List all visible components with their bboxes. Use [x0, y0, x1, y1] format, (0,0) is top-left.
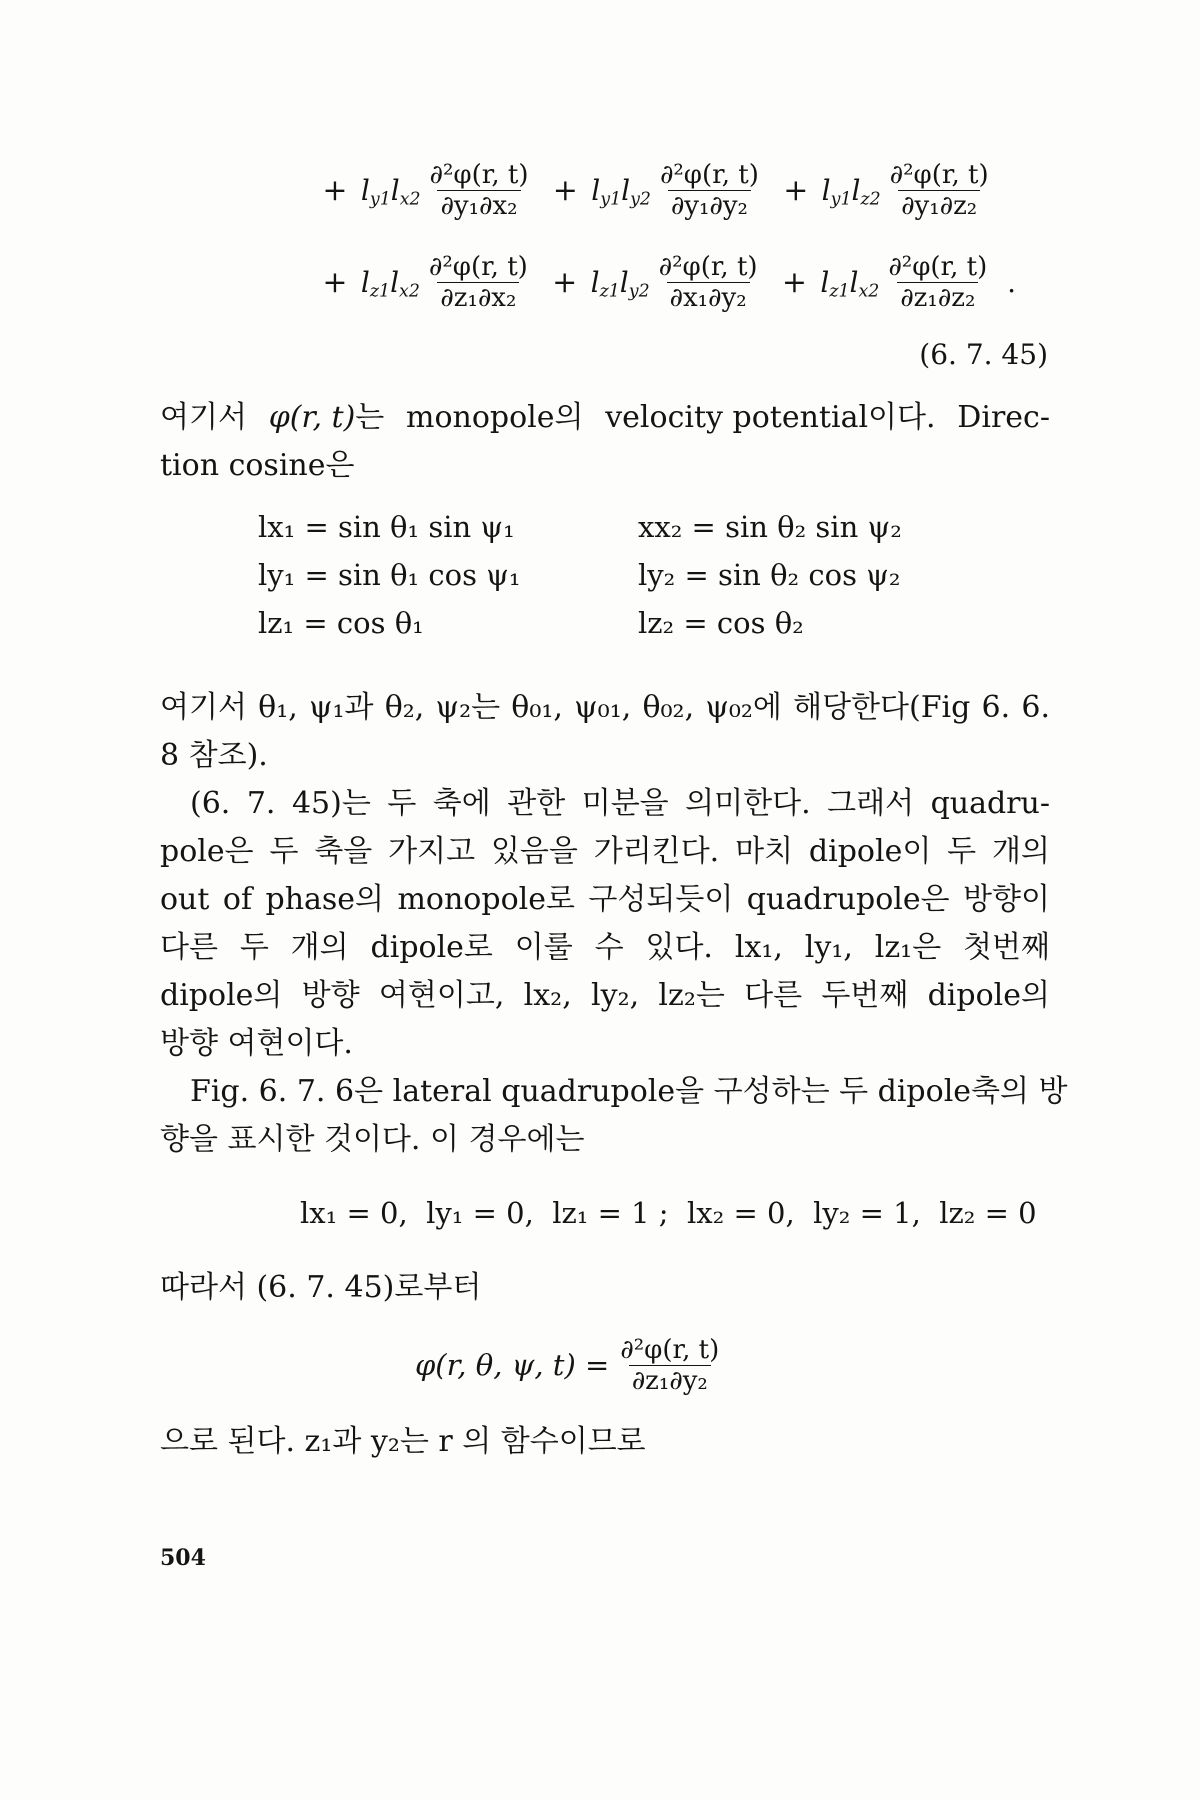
cosine-ly2: ly₂ = sin θ₂ cos ψ₂	[638, 558, 901, 592]
fraction	[656, 252, 761, 313]
denominator: ∂z₁∂x₂	[437, 282, 519, 313]
fraction	[426, 252, 531, 313]
numerator: ∂²φ(r, t)	[659, 160, 759, 190]
equation-term: $l_{y1}l_{x2}$ $\frac{\text{∂²φ(r, t)}}{\text{∂y₁∂x₂}}$	[361, 160, 536, 221]
plus-sign: +	[783, 173, 809, 208]
denominator: ∂z₁∂z₂	[897, 282, 978, 313]
equation-row-1	[318, 160, 1000, 224]
cosine-lx1: lx₁ = sin θ₁ sin ψ₁	[258, 510, 515, 544]
cosine-lz1: lz₁ = cos θ₁	[258, 606, 424, 640]
paragraph-3-line-5: dipole의 방향 여현이고, lx₂, ly₂, lz₂는 다른 두번째 dipole의	[160, 978, 1050, 1013]
fraction	[617, 1335, 722, 1396]
denominator: ∂y₁∂y₂	[668, 190, 751, 221]
plus-sign: +	[781, 265, 808, 300]
numerator: ∂²φ(r, t)	[428, 252, 528, 282]
numerator: ∂²φ(r, t)	[888, 252, 988, 282]
final-equation	[415, 1330, 726, 1400]
equation-number: (6. 7. 45)	[919, 338, 1048, 371]
equation-term: $l_{y1}l_{y2}$ $\frac{\text{∂²φ(r, t)}}{\text{∂y₁∂y₂}}$	[591, 160, 766, 221]
plus-sign: +	[552, 265, 578, 300]
fraction	[885, 252, 990, 313]
paragraph-3-line-2: pole은 두 축을 가지고 있음을 가리킨다. 마치 dipole이 두 개의	[160, 834, 1050, 869]
cosine-lz2: lz₂ = cos θ₂	[638, 606, 804, 640]
paragraph-2-line-2: 8 참조).	[160, 738, 268, 773]
paragraph-3-line-4: 다른 두 개의 dipole로 이룰 수 있다. lx₁, ly₁, lz₁은 첫번째	[160, 930, 1050, 965]
last-text-line: 으로 된다. z₁과 y₂는 r 의 함수이므로	[160, 1424, 646, 1459]
therefore-line: 따라서 (6. 7. 45)로부터	[160, 1270, 482, 1305]
paragraph-3-line-3: out of phase의 monopole로 구성되듯이 quadrupole은 방향이	[160, 882, 1050, 917]
plus-sign: +	[322, 173, 348, 208]
cosine-ly1: ly₁ = sin θ₁ cos ψ₁	[258, 558, 521, 592]
paragraph-3-line-1: (6. 7. 45)는 두 축에 관한 미분을 의미한다. 그래서 quadru-	[190, 786, 1050, 821]
fraction	[887, 160, 992, 221]
numerator: ∂²φ(r, t)	[658, 252, 758, 282]
final-equation-lhs: φ(r, θ, ψ, t) =	[415, 1348, 610, 1382]
paragraph-1-line-1: 여기서 φ(r, t)는 monopole의 velocity potential이다. Direc-	[160, 400, 1050, 435]
equation-term: $l_{y1}l_{z2}$ $\frac{\text{∂²φ(r, t)}}{\text{∂y₁∂z₂}}$	[822, 160, 996, 221]
equation-term: $l_{z1}l_{x2}$ $\frac{\text{∂²φ(r, t)}}{\text{∂z₁∂z₂}}$	[820, 252, 994, 313]
paragraph-3-line-6: 방향 여현이다.	[160, 1026, 353, 1061]
paragraph-4-line-2: 향을 표시한 것이다. 이 경우에는	[160, 1122, 585, 1157]
plus-sign: +	[322, 265, 348, 300]
page-number: 504	[160, 1545, 206, 1571]
equation-row-2	[318, 252, 1016, 316]
plus-sign: +	[552, 173, 578, 208]
denominator: ∂y₁∂z₂	[898, 190, 980, 221]
fraction	[657, 160, 762, 221]
equation-end-period: .	[1007, 266, 1017, 299]
direction-values-equation: lx₁ = 0, ly₁ = 0, lz₁ = 1 ; lx₂ = 0, ly₂ = 1, lz₂ = 0	[300, 1196, 1037, 1230]
paragraph-1-line-2: tion cosine은	[160, 448, 355, 483]
cosine-xx2: xx₂ = sin θ₂ sin ψ₂	[638, 510, 902, 544]
numerator: ∂²φ(r, t)	[620, 1334, 720, 1365]
denominator: ∂z₁∂y₂	[629, 1365, 711, 1396]
numerator: ∂²φ(r, t)	[889, 160, 989, 190]
denominator: ∂y₁∂x₂	[437, 190, 520, 221]
equation-term: $l_{z1}l_{x2}$ $\frac{\text{∂²φ(r, t)}}{\text{∂z₁∂x₂}}$	[361, 252, 535, 313]
paragraph-2-line-1: 여기서 θ₁, ψ₁과 θ₂, ψ₂는 θ₀₁, ψ₀₁, θ₀₂, ψ₀₂에 해당한다(Fig 6. 6.	[160, 690, 1050, 725]
denominator: ∂x₁∂y₂	[667, 282, 750, 313]
equation-term: $l_{z1}l_{y2}$ $\frac{\text{∂²φ(r, t)}}{\text{∂x₁∂y₂}}$	[591, 252, 765, 313]
fraction	[427, 160, 532, 221]
numerator: ∂²φ(r, t)	[429, 160, 529, 190]
paragraph-4-line-1: Fig. 6. 7. 6은 lateral quadrupole을 구성하는 두 dipole축의 방	[190, 1074, 1068, 1109]
